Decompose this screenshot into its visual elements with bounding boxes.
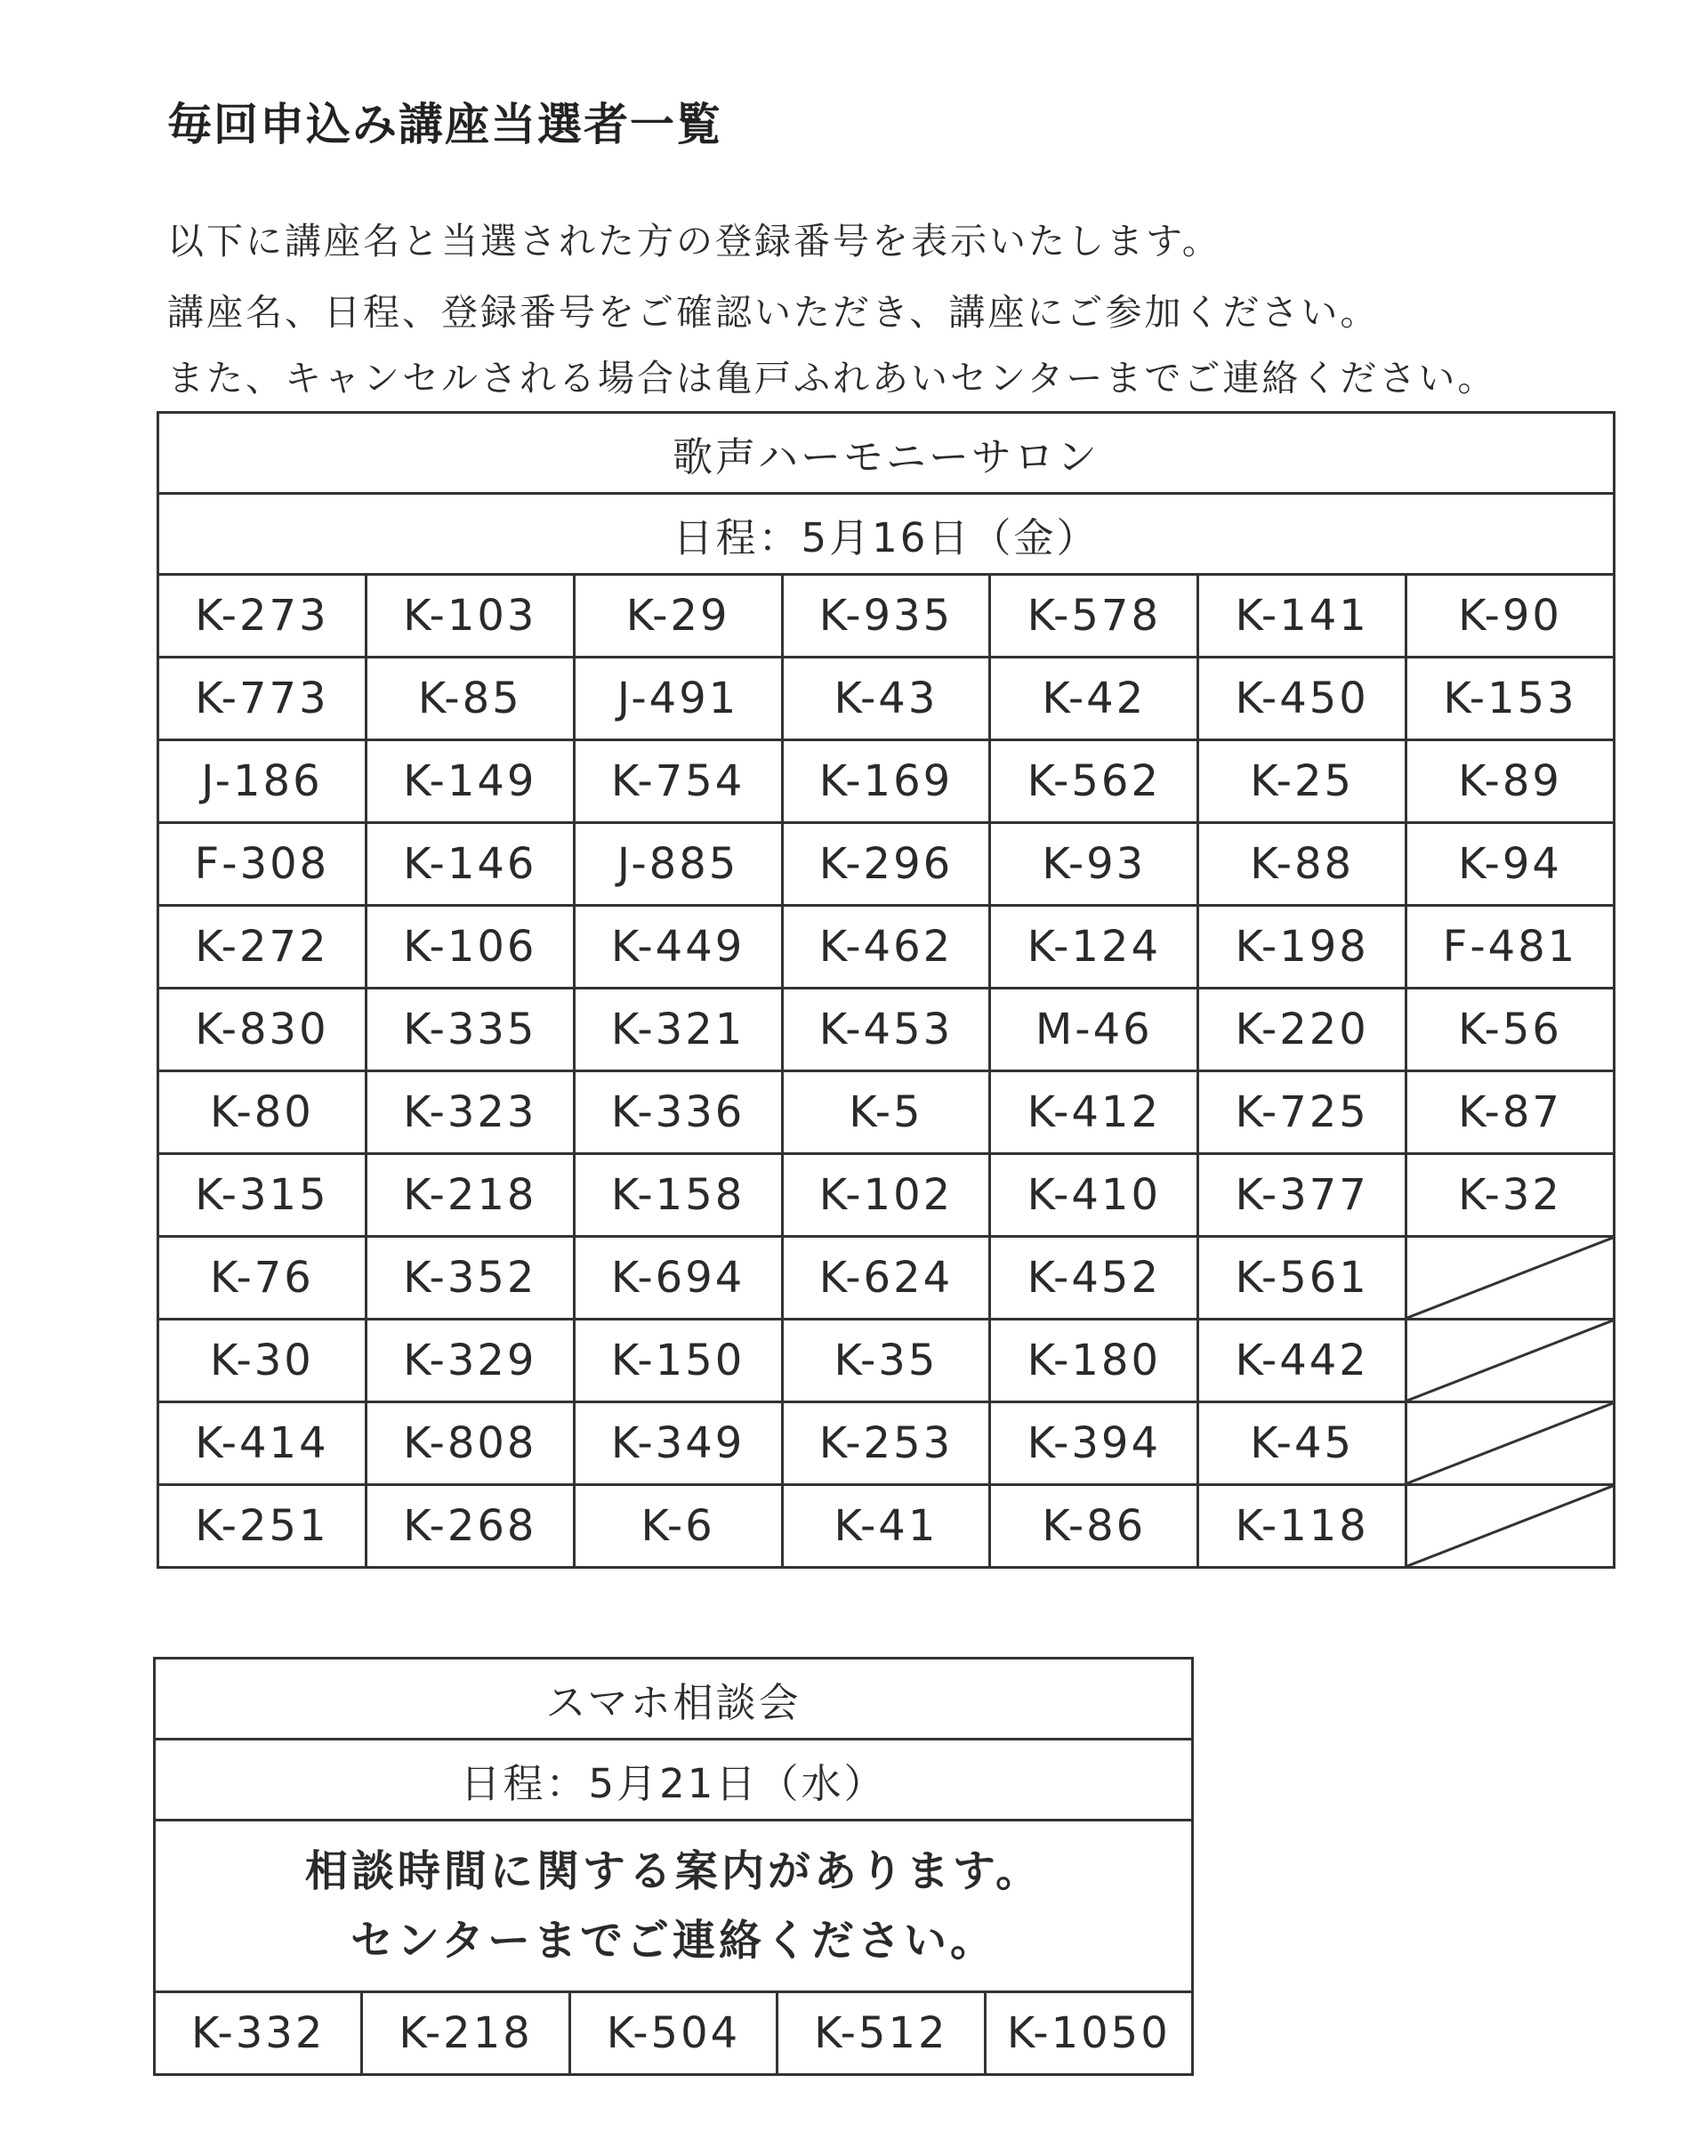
registration-number: K-512 xyxy=(777,1992,985,2075)
consultation-notice xyxy=(155,1821,1193,1992)
registration-number: K-30 xyxy=(158,1320,367,1402)
registration-number: K-42 xyxy=(990,658,1198,740)
registration-number: K-1050 xyxy=(985,1992,1192,2075)
registration-number: F-308 xyxy=(158,823,367,906)
registration-number: K-90 xyxy=(1406,575,1615,658)
registration-number: K-578 xyxy=(990,575,1198,658)
registration-number: K-80 xyxy=(158,1071,367,1154)
table-row xyxy=(158,575,1615,658)
table-row xyxy=(158,494,1615,575)
table-row xyxy=(158,1402,1615,1485)
empty-cell-diagonal xyxy=(1406,1402,1615,1485)
registration-number: K-504 xyxy=(569,1992,777,2075)
registration-number: K-29 xyxy=(574,575,782,658)
table-row xyxy=(158,906,1615,989)
registration-number: M-46 xyxy=(990,989,1198,1071)
registration-number: K-251 xyxy=(158,1485,367,1568)
table-row xyxy=(158,1320,1615,1402)
registration-number: F-481 xyxy=(1406,906,1615,989)
registration-number: K-220 xyxy=(1198,989,1406,1071)
registration-number: K-85 xyxy=(366,658,574,740)
registration-number: K-394 xyxy=(990,1402,1198,1485)
registration-number: K-352 xyxy=(366,1237,574,1320)
registration-number: K-410 xyxy=(990,1154,1198,1237)
registration-number: K-94 xyxy=(1406,823,1615,906)
table-row xyxy=(155,1659,1193,1740)
registration-number: K-149 xyxy=(366,740,574,823)
empty-cell-diagonal xyxy=(1406,1485,1615,1568)
registration-number: K-725 xyxy=(1198,1071,1406,1154)
registration-number: K-377 xyxy=(1198,1154,1406,1237)
registration-number: J-491 xyxy=(574,658,782,740)
table-row xyxy=(158,1071,1615,1154)
registration-number: K-462 xyxy=(782,906,990,989)
registration-number: K-268 xyxy=(366,1485,574,1568)
course-schedule: 日程：5月21日（水） xyxy=(155,1740,1193,1821)
notice-line: 相談時間に関する案内があります。 xyxy=(304,1846,1043,1896)
registration-number: K-694 xyxy=(574,1237,782,1320)
table-row xyxy=(158,1485,1615,1568)
empty-cell-diagonal xyxy=(1406,1237,1615,1320)
table-row xyxy=(158,1237,1615,1320)
registration-number: K-41 xyxy=(782,1485,990,1568)
table-row xyxy=(158,740,1615,823)
course-name: 歌声ハーモニーサロン xyxy=(158,413,1615,494)
table-row xyxy=(158,1154,1615,1237)
registration-number: K-453 xyxy=(782,989,990,1071)
course-table-smartphone-consultation xyxy=(153,1657,1194,2076)
registration-number: K-102 xyxy=(782,1154,990,1237)
registration-number: K-76 xyxy=(158,1237,367,1320)
registration-number: K-35 xyxy=(782,1320,990,1402)
registration-number: K-169 xyxy=(782,740,990,823)
registration-number: K-87 xyxy=(1406,1071,1615,1154)
registration-number: K-296 xyxy=(782,823,990,906)
registration-number: J-885 xyxy=(574,823,782,906)
table-row xyxy=(158,413,1615,494)
registration-number: K-315 xyxy=(158,1154,367,1237)
registration-number: K-198 xyxy=(1198,906,1406,989)
registration-number: K-321 xyxy=(574,989,782,1071)
registration-number: K-412 xyxy=(990,1071,1198,1154)
registration-number: J-186 xyxy=(158,740,367,823)
registration-number: K-773 xyxy=(158,658,367,740)
registration-number: K-272 xyxy=(158,906,367,989)
registration-number: K-450 xyxy=(1198,658,1406,740)
registration-number: K-153 xyxy=(1406,658,1615,740)
registration-number: K-808 xyxy=(366,1402,574,1485)
registration-number: K-56 xyxy=(1406,989,1615,1071)
notice-line: センターまでご連絡ください。 xyxy=(350,1916,997,1966)
intro-line: 以下に講座名と当選された方の登録番号を表示いたします。 xyxy=(167,220,1221,262)
registration-number: K-754 xyxy=(574,740,782,823)
registration-number: K-32 xyxy=(1406,1154,1615,1237)
registration-number: K-86 xyxy=(990,1485,1198,1568)
intro-line: また、キャンセルされる場合は亀戸ふれあいセンターまでご連絡ください。 xyxy=(167,357,1497,400)
registration-number: K-25 xyxy=(1198,740,1406,823)
registration-number: K-6 xyxy=(574,1485,782,1568)
registration-number: K-180 xyxy=(990,1320,1198,1402)
registration-number: K-43 xyxy=(782,658,990,740)
registration-number: K-935 xyxy=(782,575,990,658)
registration-number: K-452 xyxy=(990,1237,1198,1320)
registration-number: K-106 xyxy=(366,906,574,989)
table-row xyxy=(155,1740,1193,1821)
registration-number: K-45 xyxy=(1198,1402,1406,1485)
registration-number: K-349 xyxy=(574,1402,782,1485)
registration-number-grid xyxy=(155,1992,1193,2075)
registration-number: K-442 xyxy=(1198,1320,1406,1402)
registration-number: K-830 xyxy=(158,989,367,1071)
registration-number: K-103 xyxy=(366,575,574,658)
registration-number: K-158 xyxy=(574,1154,782,1237)
registration-number: K-89 xyxy=(1406,740,1615,823)
registration-number: K-5 xyxy=(782,1071,990,1154)
registration-number: K-336 xyxy=(574,1071,782,1154)
table-row xyxy=(158,658,1615,740)
table-row xyxy=(158,989,1615,1071)
registration-number: K-218 xyxy=(366,1154,574,1237)
registration-number: K-141 xyxy=(1198,575,1406,658)
registration-number: K-253 xyxy=(782,1402,990,1485)
registration-number: K-93 xyxy=(990,823,1198,906)
course-table-harmony-salon xyxy=(157,411,1615,1569)
registration-number: K-218 xyxy=(362,1992,569,2075)
registration-number: K-449 xyxy=(574,906,782,989)
table-row xyxy=(155,1821,1193,1992)
course-schedule: 日程：5月16日（金） xyxy=(158,494,1615,575)
table-row xyxy=(158,823,1615,906)
registration-number: K-146 xyxy=(366,823,574,906)
registration-number: K-124 xyxy=(990,906,1198,989)
registration-number-grid xyxy=(158,575,1615,1568)
registration-number: K-273 xyxy=(158,575,367,658)
registration-number: K-414 xyxy=(158,1402,367,1485)
table-row xyxy=(155,1992,1193,2075)
registration-number: K-335 xyxy=(366,989,574,1071)
registration-number: K-329 xyxy=(366,1320,574,1402)
registration-number: K-624 xyxy=(782,1237,990,1320)
registration-number: K-118 xyxy=(1198,1485,1406,1568)
registration-number: K-323 xyxy=(366,1071,574,1154)
registration-number: K-150 xyxy=(574,1320,782,1402)
registration-number: K-332 xyxy=(155,1992,362,2075)
intro-line: 講座名、日程、登録番号をご確認いただき、講座にご参加ください。 xyxy=(167,291,1380,334)
page-title: 毎回申込み講座当選者一覧 xyxy=(167,99,722,150)
empty-cell-diagonal xyxy=(1406,1320,1615,1402)
registration-number: K-562 xyxy=(990,740,1198,823)
course-name: スマホ相談会 xyxy=(155,1659,1193,1740)
registration-number: K-88 xyxy=(1198,823,1406,906)
registration-number: K-561 xyxy=(1198,1237,1406,1320)
